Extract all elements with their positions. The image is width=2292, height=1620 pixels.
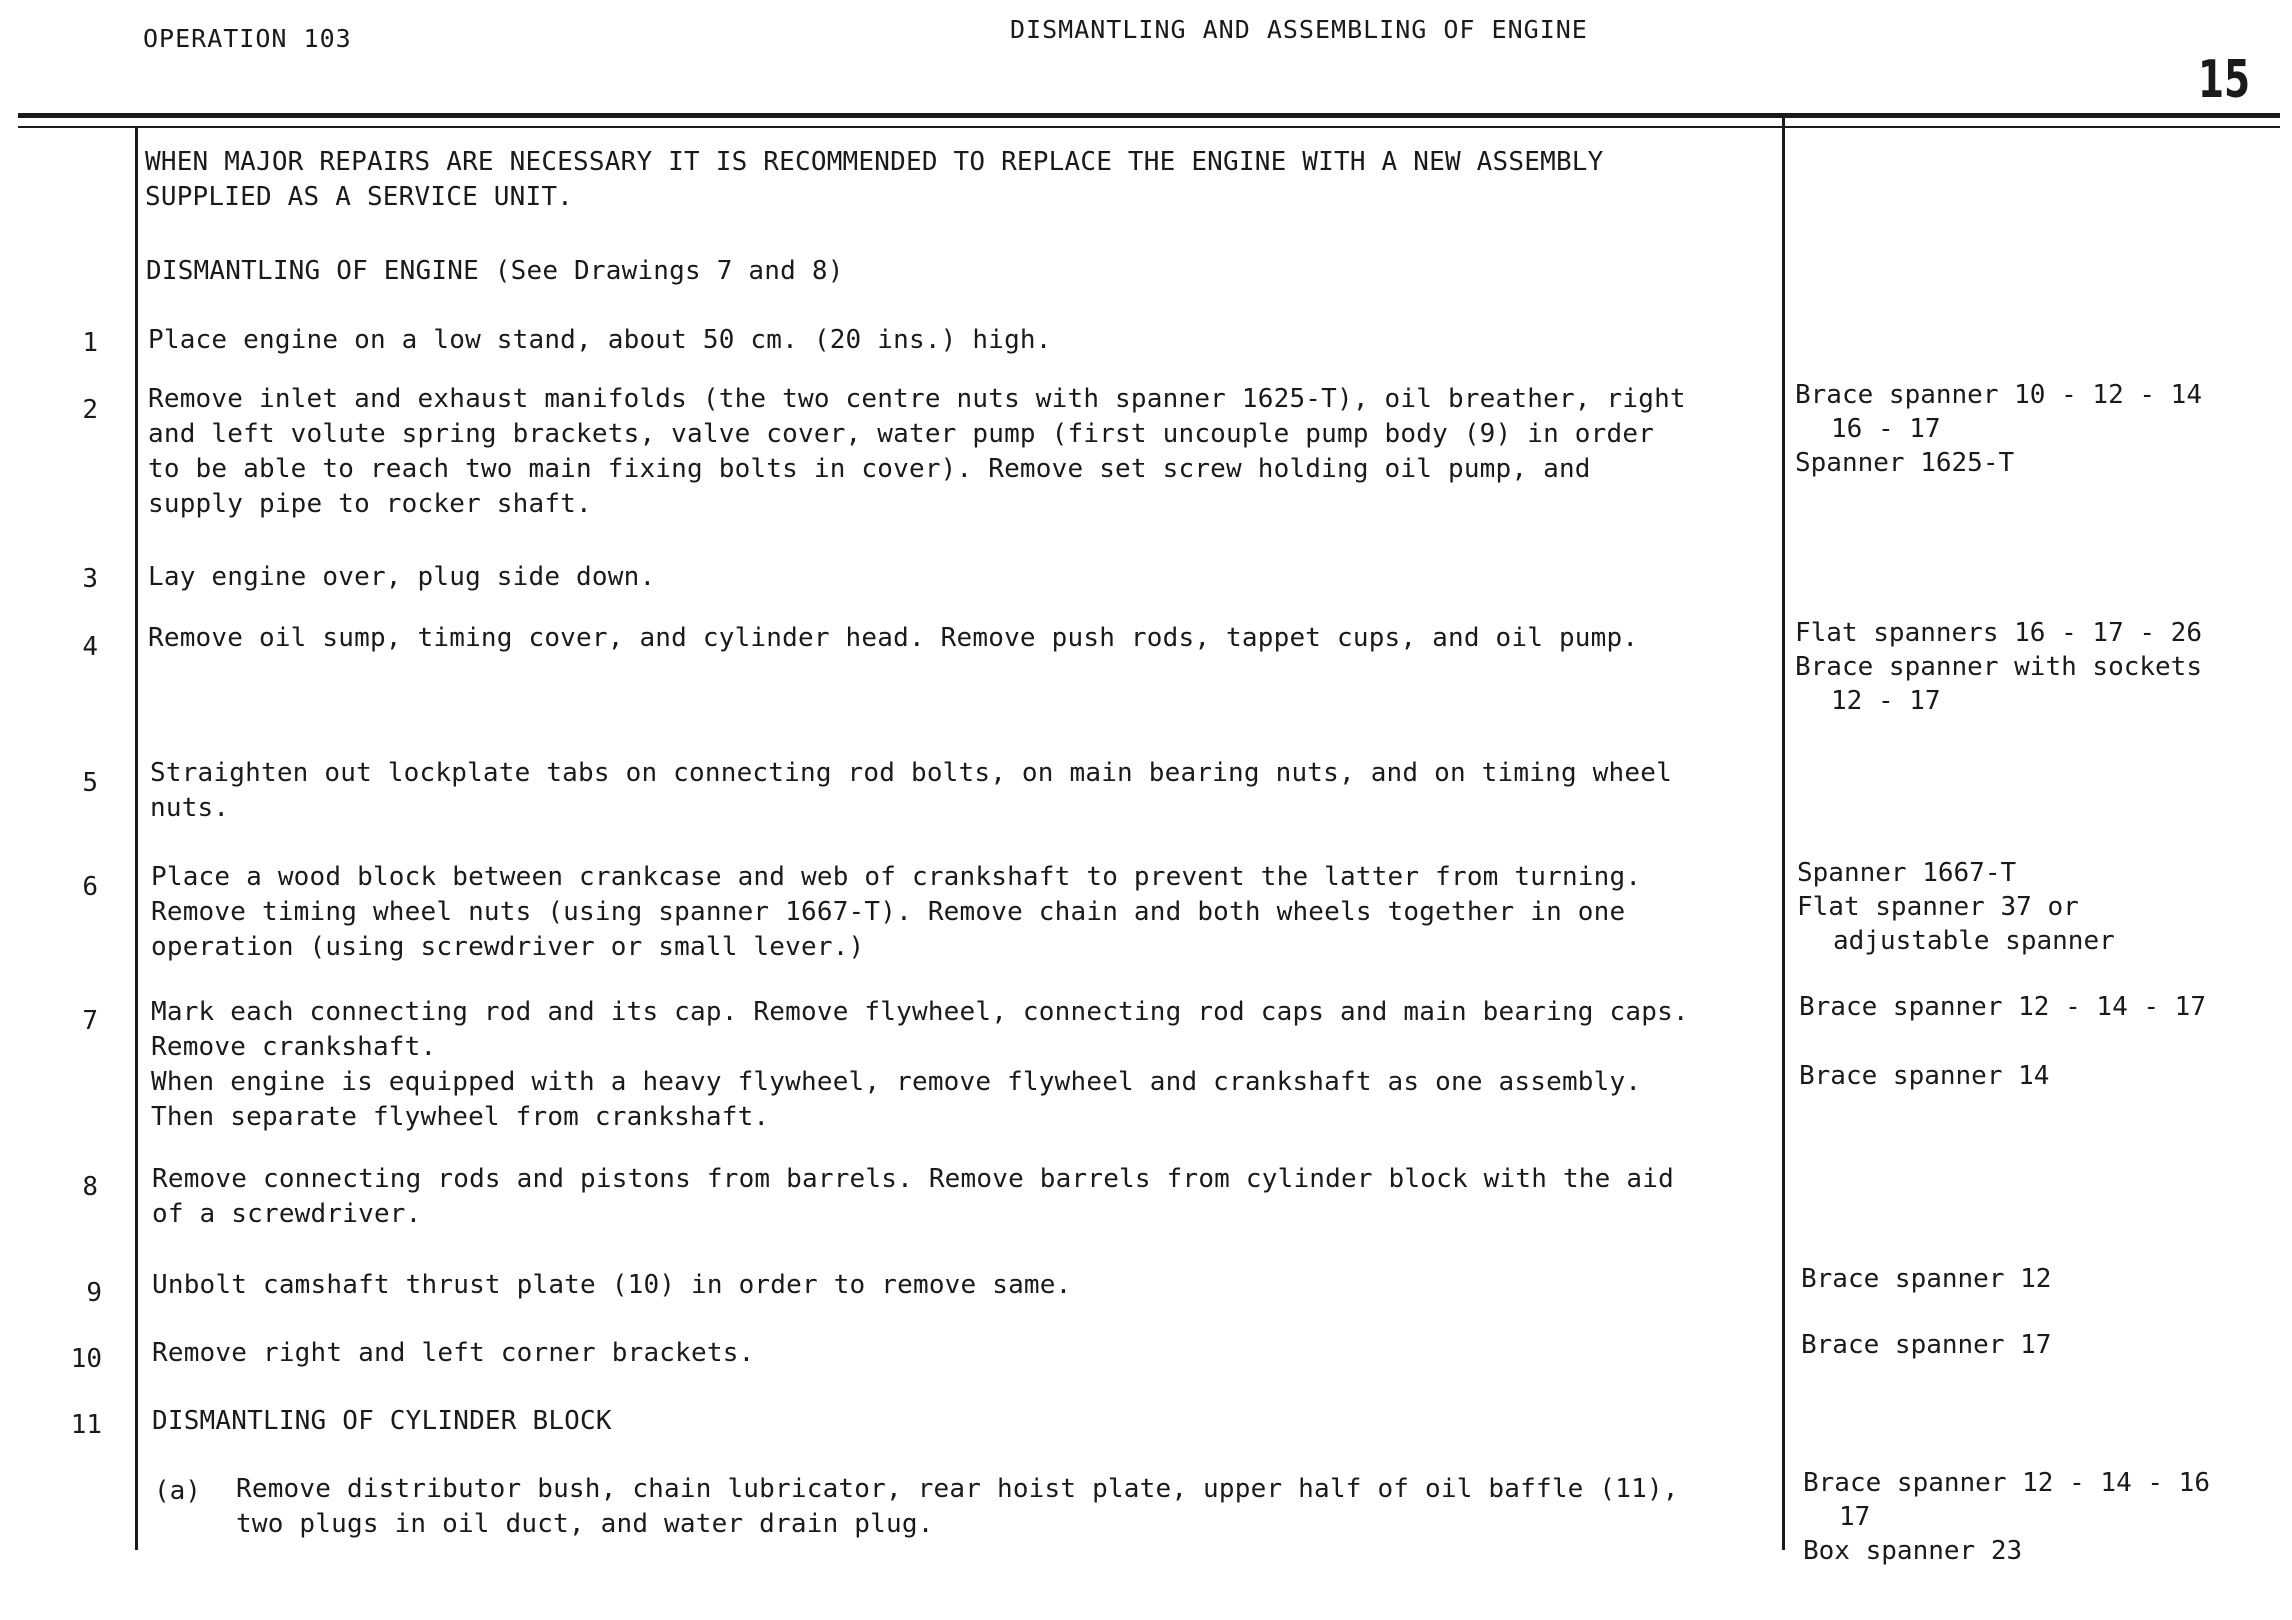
- step-text: [148, 382, 1686, 522]
- step-line: When engine is equipped with a heavy flywheel, remove flywheel and crankshaft as one assembly.: [151, 1067, 1642, 1097]
- step-line: Remove connecting rods and pistons from barrels. Remove barrels from cylinder block with the aid: [152, 1164, 1674, 1194]
- step-line: Remove crankshaft.: [151, 1032, 437, 1062]
- tool-line: 12 - 17: [1831, 686, 1941, 716]
- step-line: of a screwdriver.: [152, 1199, 422, 1229]
- operation-number: OPERATION 103: [143, 24, 352, 53]
- tool-line: Brace spanner 12: [1801, 1264, 2052, 1294]
- step-text: [151, 995, 1689, 1135]
- step-text: [152, 1162, 1674, 1232]
- step-line: Mark each connecting rod and its cap. Remove flywheel, connecting rod caps and main bearing caps.: [151, 997, 1689, 1027]
- step-text: [150, 756, 1672, 826]
- intro-line: SUPPLIED AS A SERVICE UNIT.: [145, 182, 574, 212]
- tool-line: Brace spanner with sockets: [1795, 652, 2202, 682]
- tool-line: 16 - 17: [1831, 414, 1941, 444]
- tool-line: Spanner 1625-T: [1795, 448, 2015, 478]
- step-text: [152, 1268, 1072, 1303]
- sub-step-text: [236, 1472, 1679, 1542]
- step-text: [148, 560, 655, 595]
- step-line: Remove oil sump, timing cover, and cylinder head. Remove push rods, tappet cups, and oil pump.: [148, 623, 1639, 653]
- tool-line: Brace spanner 10 - 12 - 14: [1795, 380, 2202, 410]
- step-line: and left volute spring brackets, valve cover, water pump (first uncouple pump body (9) in order: [148, 419, 1655, 449]
- tool-line: Brace spanner 12 - 14 - 17: [1799, 992, 2206, 1022]
- step-line: DISMANTLING OF CYLINDER BLOCK: [152, 1406, 612, 1436]
- tools-step-2: [1795, 378, 2202, 480]
- section-heading: DISMANTLING OF ENGINE (See Drawings 7 and 8): [146, 256, 844, 286]
- sub-step-label: (a): [154, 1476, 201, 1506]
- step-line: supply pipe to rocker shaft.: [148, 489, 592, 519]
- step-text: [148, 323, 1052, 358]
- tool-line: Box spanner 23: [1803, 1536, 2023, 1566]
- step-line: Place a wood block between crankcase and web of crankshaft to prevent the latter from turning.: [151, 862, 1642, 892]
- tools-column-divider: [1782, 118, 1785, 1550]
- step-line: operation (using screwdriver or small lever.): [151, 932, 865, 962]
- subsection-heading: [152, 1404, 612, 1439]
- tools-step-7: [1799, 990, 2206, 1024]
- tools-step-4: [1795, 616, 2202, 718]
- step-number: 9: [86, 1278, 102, 1308]
- intro-line: WHEN MAJOR REPAIRS ARE NECESSARY IT IS RECOMMENDED TO REPLACE THE ENGINE WITH A NEW ASSEMBLY: [145, 147, 1604, 177]
- number-column-divider: [135, 128, 138, 1550]
- tools-step-9: [1801, 1262, 2051, 1296]
- step-line: to be able to reach two main fixing bolts in cover). Remove set screw holding oil pump, and: [148, 454, 1591, 484]
- step-text: [152, 1336, 754, 1371]
- intro-paragraph: [145, 145, 1604, 215]
- tool-line: adjustable spanner: [1833, 926, 2115, 956]
- tool-line: Spanner 1667-T: [1797, 858, 2017, 888]
- tool-line: Flat spanner 37 or: [1797, 892, 2079, 922]
- step-number: 6: [82, 872, 98, 902]
- tools-step-11a: [1803, 1466, 2210, 1568]
- step-line: Remove right and left corner brackets.: [152, 1338, 755, 1368]
- tools-step-10: [1801, 1328, 2051, 1362]
- tool-line: Brace spanner 17: [1801, 1330, 2052, 1360]
- step-number: 5: [82, 768, 98, 798]
- page-title: DISMANTLING AND ASSEMBLING OF ENGINE: [1010, 15, 1588, 44]
- tool-line: Flat spanners 16 - 17 - 26: [1795, 618, 2202, 648]
- step-line: Place engine on a low stand, about 50 cm. (20 ins.) high.: [148, 325, 1052, 355]
- step-number: 11: [70, 1410, 102, 1440]
- step-line: Then separate flywheel from crankshaft.: [151, 1102, 770, 1132]
- step-number: 3: [82, 564, 98, 594]
- step-line: two plugs in oil duct, and water drain plug.: [236, 1509, 934, 1539]
- step-line: nuts.: [150, 793, 230, 823]
- step-line: Remove distributor bush, chain lubricator, rear hoist plate, upper half of oil baffle (11),: [236, 1474, 1679, 1504]
- step-line: Remove inlet and exhaust manifolds (the two centre nuts with spanner 1625-T), oil breather, right: [148, 384, 1686, 414]
- tool-line: Brace spanner 14: [1799, 1061, 2050, 1091]
- step-text: [148, 621, 1638, 656]
- step-line: Unbolt camshaft thrust plate (10) in order to remove same.: [152, 1270, 1072, 1300]
- step-number: 7: [82, 1006, 98, 1036]
- step-number: 10: [70, 1344, 102, 1374]
- step-text: [151, 860, 1641, 965]
- step-line: Straighten out lockplate tabs on connecting rod bolts, on main bearing nuts, and on timing wheel: [150, 758, 1672, 788]
- tool-line: 17: [1839, 1502, 1871, 1532]
- step-line: Lay engine over, plug side down.: [148, 562, 656, 592]
- step-number: 4: [82, 632, 98, 662]
- step-number: 1: [82, 328, 98, 358]
- step-number: 2: [82, 395, 98, 425]
- tools-step-7-heavy-flywheel: [1799, 1059, 2049, 1093]
- tools-step-6: [1797, 856, 2115, 958]
- step-number: 8: [82, 1172, 98, 1202]
- header-rule-thick: [18, 113, 2280, 118]
- page-number: 15: [2198, 50, 2251, 110]
- tool-line: Brace spanner 12 - 14 - 16: [1803, 1468, 2210, 1498]
- step-line: Remove timing wheel nuts (using spanner 1667-T). Remove chain and both wheels together in one: [151, 897, 1626, 927]
- header-rule-thin: [18, 126, 2280, 128]
